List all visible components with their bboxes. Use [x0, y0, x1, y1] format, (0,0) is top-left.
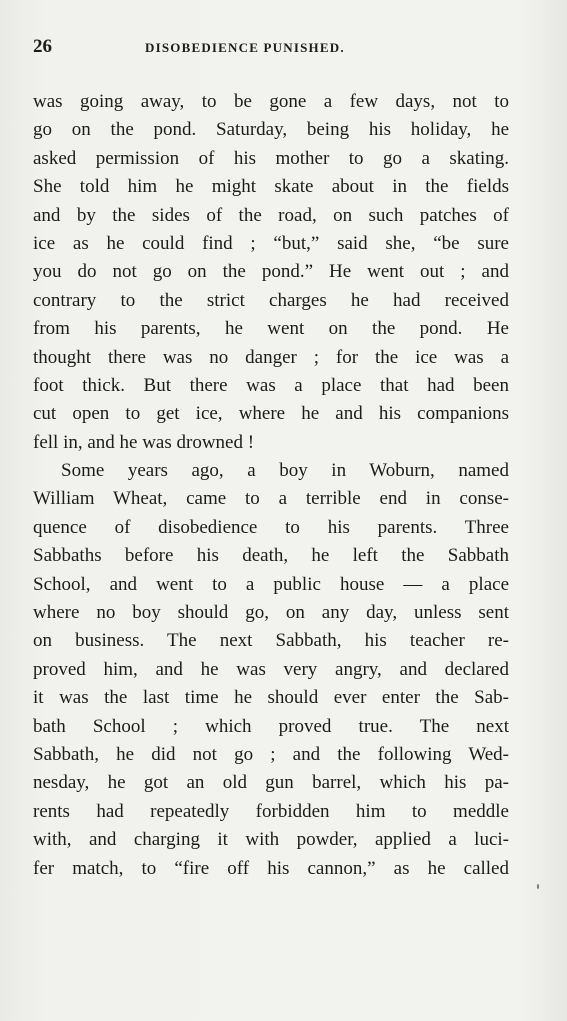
page-number: 26	[33, 36, 52, 57]
paper-speck	[537, 884, 539, 889]
text-line: asked permission of his mother to go a skating.	[33, 147, 509, 169]
text-line: where no boy should go, on any day, unless sent	[33, 602, 509, 624]
text-line: cut open to get ice, where he and his companions	[33, 403, 509, 425]
running-head: DISOBEDIENCE PUNISHED.	[145, 40, 345, 55]
text-line: it was the last time he should ever enter the Sab-	[33, 687, 509, 709]
text-line: ice as he could find ; “but,” said she, “be sure	[33, 232, 509, 254]
text-line: with, and charging it with powder, applied a luci-	[33, 829, 509, 851]
text-line: you do not go on the pond.” He went out ; and	[33, 261, 509, 283]
text-line: Some years ago, a boy in Woburn, named	[61, 460, 509, 482]
text-line: bath School ; which proved true. The next	[33, 715, 509, 737]
text-line: go on the pond. Saturday, being his holiday, he	[33, 119, 509, 141]
text-line: proved him, and he was very angry, and declared	[33, 658, 509, 680]
text-line: from his parents, he went on the pond. He	[33, 318, 509, 340]
body-text	[33, 88, 509, 883]
text-line: rents had repeatedly forbidden him to meddle	[33, 800, 509, 822]
text-line: fer match, to “fire off his cannon,” as he called	[33, 857, 509, 879]
text-line: contrary to the strict charges he had received	[33, 289, 509, 311]
text-line: quence of disobedience to his parents. Three	[33, 516, 509, 538]
page-header	[33, 36, 509, 60]
text-line: She told him he might skate about in the fields	[33, 176, 509, 198]
text-line: nesday, he got an old gun barrel, which his pa-	[33, 772, 509, 794]
text-line: Sabbath, he did not go ; and the following Wed-	[33, 743, 509, 765]
text-line: School, and went to a public house — a place	[33, 573, 509, 595]
text-line: foot thick. But there was a place that had been	[33, 374, 509, 396]
text-line: and by the sides of the road, on such patches of	[33, 204, 509, 226]
text-line: Sabbaths before his death, he left the Sabbath	[33, 545, 509, 567]
text-line: was going away, to be gone a few days, not to	[33, 91, 509, 112]
text-line: on business. The next Sabbath, his teacher re-	[33, 630, 509, 652]
text-line: William Wheat, came to a terrible end in conse-	[33, 488, 509, 510]
text-line: thought there was no danger ; for the ice was a	[33, 346, 509, 368]
text-line: fell in, and he was drowned !	[33, 431, 255, 453]
